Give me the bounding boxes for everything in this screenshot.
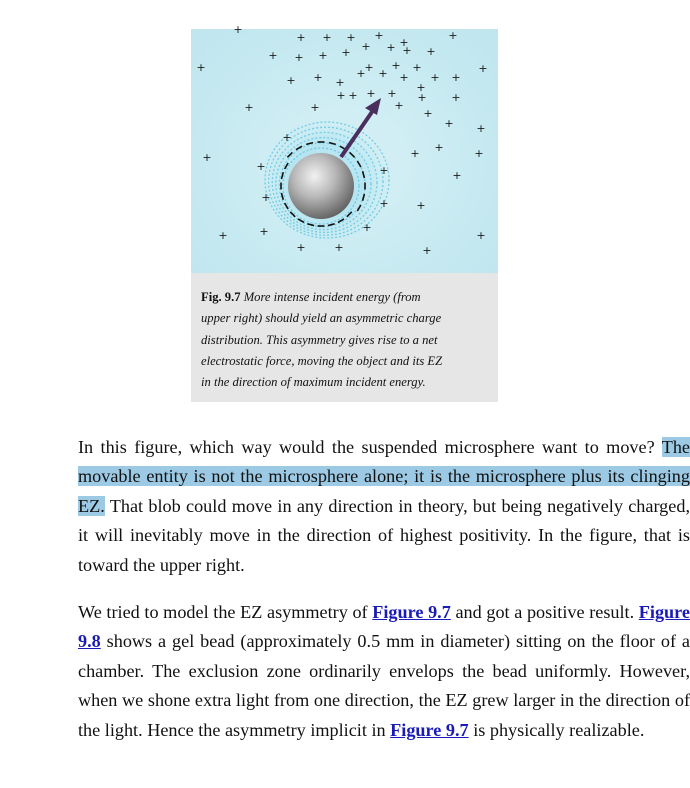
figure-9-7-link[interactable]: Figure 9.7 bbox=[390, 719, 469, 740]
plus-charge: + bbox=[202, 151, 212, 164]
plus-charge: + bbox=[416, 81, 426, 94]
plus-charge: + bbox=[444, 117, 454, 130]
caption-line: distribution. This asymmetry gives rise to a net bbox=[201, 332, 438, 347]
paragraph-1 bbox=[38, 433, 690, 580]
microsphere bbox=[288, 153, 354, 219]
plus-charge: + bbox=[296, 31, 306, 44]
plus-charge: + bbox=[364, 61, 374, 74]
plus-charge: + bbox=[478, 62, 488, 75]
plus-charge: + bbox=[341, 46, 351, 59]
plus-charge: + bbox=[426, 45, 436, 58]
paragraph-2-text: and got a positive result. bbox=[450, 602, 639, 622]
paragraph-2 bbox=[38, 598, 690, 745]
paragraph-2-text: is physically realizable. bbox=[468, 719, 645, 740]
figure-9-7-link[interactable]: Figure 9.7 bbox=[372, 602, 451, 622]
plus-charge: + bbox=[476, 229, 486, 242]
plus-charge: + bbox=[346, 31, 356, 44]
plus-charge: + bbox=[423, 107, 433, 120]
plus-charge: + bbox=[474, 147, 484, 160]
plus-charge: + bbox=[451, 91, 461, 104]
plus-charge: + bbox=[412, 61, 422, 74]
plus-charge: + bbox=[386, 41, 396, 54]
plus-charge: + bbox=[196, 61, 206, 74]
plus-charge: + bbox=[417, 91, 427, 104]
plus-charge: + bbox=[336, 89, 346, 102]
plus-charge: + bbox=[361, 40, 371, 53]
plus-charge: + bbox=[422, 244, 432, 257]
paragraph-2-text: We tried to model the EZ asymmetry of bbox=[78, 602, 373, 622]
plus-charge: + bbox=[399, 36, 409, 49]
plus-charge: + bbox=[476, 122, 486, 135]
plus-charge: + bbox=[244, 101, 254, 114]
paragraph-1-text-rest: That blob could move in any direction in theory, but being negatively charged, it will inevitably move in the direction of highest positivity. In the figure, that is toward the upper right. bbox=[78, 495, 690, 575]
plus-charge: + bbox=[451, 71, 461, 84]
plus-charge: + bbox=[282, 131, 292, 144]
plus-charge: + bbox=[366, 87, 376, 100]
figure-illustration bbox=[191, 23, 498, 273]
plus-charge: + bbox=[448, 29, 458, 42]
figure-caption bbox=[191, 273, 498, 402]
charge-diagram bbox=[191, 23, 498, 273]
figure-9-8-link[interactable]: Figure 9.8 bbox=[78, 602, 690, 652]
plus-charge: + bbox=[233, 23, 243, 36]
plus-charge: + bbox=[268, 49, 278, 62]
plus-charge: + bbox=[399, 71, 409, 84]
plus-charge: + bbox=[218, 229, 228, 242]
caption-line: in the direction of maximum incident energy. bbox=[201, 375, 426, 390]
caption-line: electrostatic force, moving the object and its EZ bbox=[201, 353, 443, 368]
plus-charge: + bbox=[296, 241, 306, 254]
figure-number: Fig. 9.7 bbox=[201, 290, 241, 304]
plus-charge: + bbox=[334, 241, 344, 254]
paragraph-2-text: shows a gel bead (approximately 0.5 mm in diameter) sitting on the floor of a chamber. The exclusion zone ordinarily envelops the bead uniformly. However, when we shone extra light from one direction, the EZ grew larger in the direction of the light. Hence the asymmetry implicit in bbox=[78, 631, 690, 740]
plus-charge: + bbox=[379, 197, 389, 210]
plus-charge: + bbox=[256, 160, 266, 173]
plus-charge: + bbox=[374, 29, 384, 42]
caption-line: More intense incident energy (from bbox=[243, 290, 421, 304]
plus-charge: + bbox=[356, 67, 366, 80]
plus-charge: + bbox=[379, 164, 389, 177]
plus-charge: + bbox=[335, 76, 345, 89]
plus-charge: + bbox=[362, 221, 372, 234]
caption-line: upper right) should yield an asymmetric charge bbox=[201, 311, 442, 326]
plus-charge: + bbox=[394, 99, 404, 112]
plus-charge: + bbox=[452, 169, 462, 182]
plus-charge: + bbox=[410, 147, 420, 160]
plus-charge: + bbox=[430, 71, 440, 84]
figure-9-7 bbox=[191, 23, 498, 402]
plus-charge: + bbox=[286, 74, 296, 87]
plus-charge: + bbox=[259, 225, 269, 238]
highlighted-text[interactable]: The movable entity is not the microsphere alone; it is the microsphere plus its clinging EZ. bbox=[78, 437, 690, 516]
plus-charge: + bbox=[313, 71, 323, 84]
plus-charge: + bbox=[310, 101, 320, 114]
plus-charge: + bbox=[294, 51, 304, 64]
plus-charge: + bbox=[402, 44, 412, 57]
plus-charge: + bbox=[387, 87, 397, 100]
plus-charge: + bbox=[261, 191, 271, 204]
plus-charge: + bbox=[318, 49, 328, 62]
plus-charge: + bbox=[434, 141, 444, 154]
plus-charge: + bbox=[322, 31, 332, 44]
plus-charge: + bbox=[378, 67, 388, 80]
plus-charge: + bbox=[348, 89, 358, 102]
plus-charge: + bbox=[416, 199, 426, 212]
paragraph-1-text: In this figure, which way would the suspended microsphere want to move? bbox=[78, 437, 662, 457]
plus-charge: + bbox=[391, 59, 401, 72]
